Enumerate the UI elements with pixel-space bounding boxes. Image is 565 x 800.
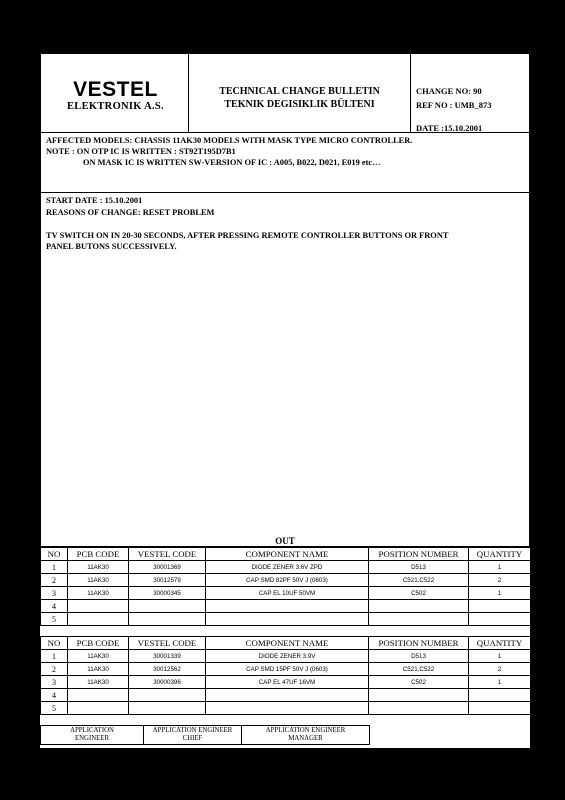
vestel-code [129,600,206,613]
component-name [206,702,369,715]
col-pcb-code: PCB CODE [68,548,129,561]
table-row [41,650,531,663]
signature-engineer-chief [144,726,242,745]
vestel-code: 30000396 [129,676,206,689]
col-quantity: QUANTITY [469,637,531,650]
component-name [206,613,369,626]
reason-title: REASONS OF CHANGE: RESET PROBLEM [46,208,215,217]
pcb-code: 11AK30 [68,587,129,600]
signature-subtitle: MANAGER [288,735,323,742]
table-row [41,689,531,702]
component-name: DIODE ZENER 3.9V [206,650,369,663]
table-row [41,702,531,715]
vestel-code: 30001369 [129,561,206,574]
col-pcb-code: PCB CODE [68,637,129,650]
pcb-code: 11AK30 [68,676,129,689]
component-name: DIODE ZENER 3.6V ZPD [206,561,369,574]
affected-models-box [40,132,530,193]
signature-table [40,725,370,745]
title-cell [188,53,411,133]
note-mask: ON MASK IC IS WRITTEN SW-VERSION OF IC : A005, B022, D021, E019 etc… [83,158,381,167]
component-name [206,600,369,613]
table-row [41,663,531,676]
out-label: OUT [275,536,295,546]
position-number [369,702,469,715]
bulletin-page [40,53,530,748]
position-number: C502 [369,587,469,600]
signature-subtitle: ENGINEER [75,735,109,742]
out-header-row [41,548,531,561]
in-header-row [41,637,531,650]
row-no: 2 [41,574,68,587]
table-row [41,561,531,574]
change-number: CHANGE NO: 90 [416,86,482,96]
table-row [41,587,531,600]
table-row [41,600,531,613]
quantity: 2 [469,663,531,676]
pcb-code: 11AK30 [68,574,129,587]
row-no: 5 [41,613,68,626]
signature-title: APPLICATION ENGINEER [152,727,233,734]
row-no: 4 [41,689,68,702]
quantity [469,613,531,626]
signature-subtitle: CHIEF [182,735,203,742]
row-no: 1 [41,650,68,663]
quantity [469,702,531,715]
vestel-code [129,613,206,626]
position-number: D513 [369,650,469,663]
row-no: 3 [41,587,68,600]
position-number: C521,C522 [369,574,469,587]
component-name: CAP SMD 15PF 50V J (0603) [206,663,369,676]
position-number: C521,C522 [369,663,469,676]
vestel-code [129,689,206,702]
position-number [369,689,469,702]
row-no: 4 [41,600,68,613]
pcb-code: 11AK30 [68,663,129,676]
table-row [41,574,531,587]
table-row [41,676,531,689]
quantity: 1 [469,676,531,689]
quantity: 1 [469,587,531,600]
table-row [41,613,531,626]
component-name: CAP EL 47UF 16VM [206,676,369,689]
signature-title: APPLICATION ENGINEER [265,727,346,734]
col-quantity: QUANTITY [469,548,531,561]
pcb-code [68,600,129,613]
component-name [206,689,369,702]
reason-desc-line2: PANEL BUTONS SUCCESSIVELY. [46,242,177,251]
row-no: 2 [41,663,68,676]
affected-models: AFFECTED MODELS: CHASSIS 11AK30 MODELS WITH MASK TYPE MICRO CONTROLLER. [46,136,413,145]
position-number [369,613,469,626]
vestel-code [129,702,206,715]
signature-engineer-manager [242,726,370,745]
logo-cell [40,53,189,133]
position-number [369,600,469,613]
vestel-code: 30000345 [129,587,206,600]
reason-box [40,192,530,547]
start-date: START DATE : 15.10.2001 [46,196,143,205]
vestel-code: 30012579 [129,574,206,587]
col-component-name: COMPONENT NAME [206,637,369,650]
bulletin-date: DATE :15.10.2001 [416,123,483,133]
quantity: 1 [469,650,531,663]
pcb-code [68,689,129,702]
note-otp: NOTE : ON OTP IC IS WRITTEN : ST92T195D7B1 [46,147,236,156]
pcb-code [68,613,129,626]
reason-desc-line1: TV SWITCH ON IN 20-30 SECONDS, AFTER PRESSING REMOTE CONTROLLER BUTTONS OR FRONT [46,231,449,240]
signature-title: APPLICATION [70,727,114,734]
company-name: ELEKTRONIK A.S. [67,101,164,112]
vestel-code: 30012562 [129,663,206,676]
quantity: 2 [469,574,531,587]
col-position-number: POSITION NUMBER [369,548,469,561]
pcb-code: 11AK30 [68,561,129,574]
component-name: CAP SMD 82PF 50V J (0603) [206,574,369,587]
col-no: NO [41,637,68,650]
pcb-code: 11AK30 [68,650,129,663]
title-en: TECHNICAL CHANGE BULLETIN [219,86,380,97]
col-no: NO [41,548,68,561]
quantity [469,689,531,702]
pcb-code [68,702,129,715]
meta-cell [410,53,530,133]
row-no: 1 [41,561,68,574]
quantity [469,600,531,613]
vestel-code: 30001339 [129,650,206,663]
signature-row [41,726,370,745]
col-position-number: POSITION NUMBER [369,637,469,650]
position-number: C502 [369,676,469,689]
signature-application-engineer [41,726,144,745]
col-vestel-code: VESTEL CODE [129,548,206,561]
col-component-name: COMPONENT NAME [206,548,369,561]
vestel-logo: VESTEL [73,78,158,101]
out-parts-table [40,547,531,626]
title-tr: TEKNIK DEGISIKLIK BÜLTENI [224,99,375,110]
ref-number: REF NO : UMB_873 [416,100,492,110]
quantity: 1 [469,561,531,574]
col-vestel-code: VESTEL CODE [129,637,206,650]
position-number: D513 [369,561,469,574]
component-name: CAP EL 10UF 50VM [206,587,369,600]
in-parts-table [40,636,531,715]
row-no: 5 [41,702,68,715]
row-no: 3 [41,676,68,689]
